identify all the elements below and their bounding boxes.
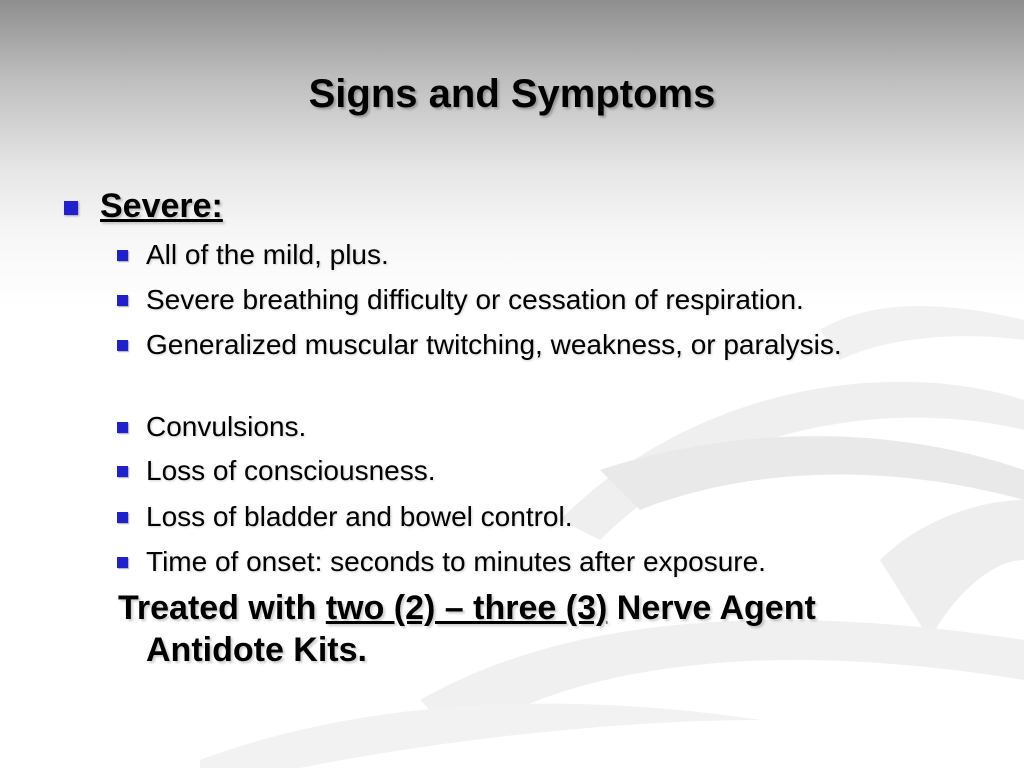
bullet-icon xyxy=(117,512,128,523)
bullet-icon xyxy=(117,422,128,433)
bullet-icon xyxy=(117,250,128,261)
list-item: All of the mild, plus. xyxy=(146,236,966,273)
list-item: Time of onset: seconds to minutes after exposure. xyxy=(146,543,966,580)
list-item: Loss of consciousness. xyxy=(146,452,966,489)
list-item: Loss of bladder and bowel control. xyxy=(146,498,966,535)
bullet-icon xyxy=(117,557,128,568)
list-item: Generalized muscular twitching, weakness, or paralysis. xyxy=(146,326,866,363)
bullet-icon xyxy=(117,466,128,477)
treatment-line2: Antidote Kits. xyxy=(146,631,367,669)
treatment-note xyxy=(118,587,978,671)
bullet-icon xyxy=(117,295,128,306)
treatment-prefix: Treated with xyxy=(118,589,326,627)
treatment-suffix: Nerve Agent xyxy=(607,589,816,627)
treatment-kit-count: two (2) – three (3) xyxy=(325,589,608,627)
list-item: Severe breathing difficulty or cessation of respiration. xyxy=(146,281,966,318)
bullet-icon xyxy=(117,340,128,351)
list-item: Convulsions. xyxy=(146,408,966,445)
level1-bullet-icon xyxy=(64,201,78,215)
slide-title: Signs and Symptoms xyxy=(308,72,716,116)
severe-heading: Severe: xyxy=(100,187,223,225)
